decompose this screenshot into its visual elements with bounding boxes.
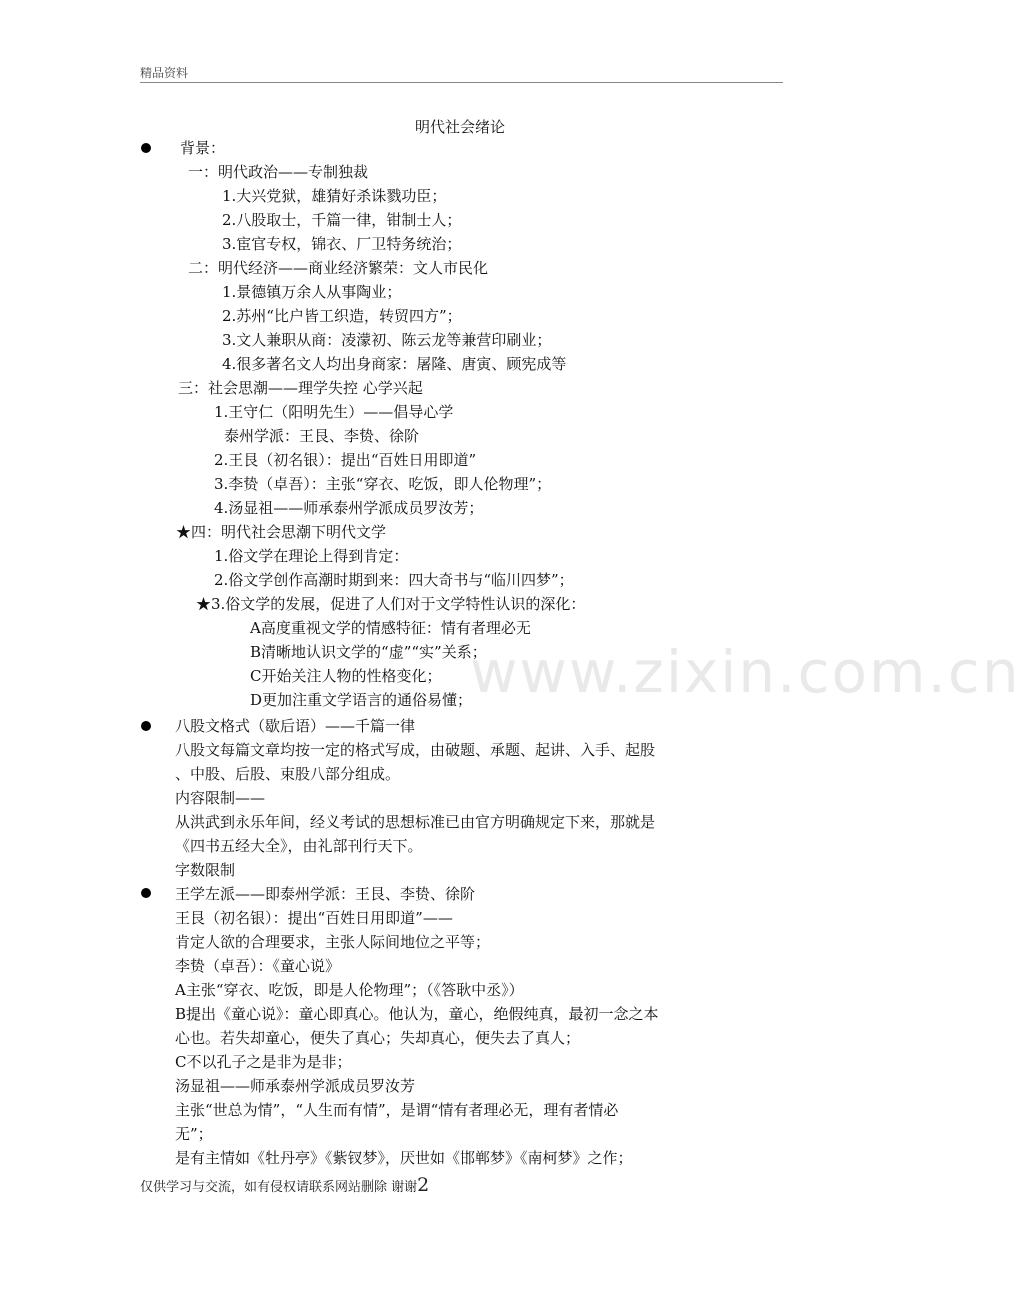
line-item: 2.王艮（初名银）：提出“百姓日用即道” [214,451,477,469]
line-background: 背景： [180,139,226,157]
line-text: 汤显祖——师承泰州学派成员罗汝芳 [175,1077,416,1095]
line-item: 4.很多著名文人均出身商家：屠隆、唐寅、顾宪成等 [222,355,567,373]
line-text: 字数限制 [175,861,236,879]
line-item: 2.苏州“比户皆工织造，转贸四方”； [222,307,462,325]
line-text: 、中股、后股、束股八部分组成。 [175,765,401,783]
line-text: 八股文每篇文章均按一定的格式写成，由破题、承题、起讲、入手、起股 [175,741,656,759]
line-subitem: C开始关注人物的性格变化； [250,667,442,685]
line-subitem: D更加注重文学语言的通俗易懂； [250,691,473,709]
line-subitem: B清晰地认识文学的“虚”“实”关系； [250,643,487,661]
bullet-icon [141,143,151,153]
line-text: A主张“穿衣、吃饭，即是人伦物理”；（《答耿中丞》） [175,981,524,999]
line-text: 无”； [175,1125,213,1143]
line-item: 3.文人兼职从商：凌濛初、陈云龙等兼营印刷业； [222,331,552,349]
line-text: 内容限制—— [175,789,266,807]
line-item: 1.景德镇万余人从事陶业； [222,283,402,301]
line-text: 主张“世总为情”，“人生而有情”，是谓“情有者理必无，理有者情必 [175,1101,619,1119]
line-text: 是有主情如《牡丹亭》《紫钗梦》，厌世如《邯郸梦》《南柯梦》之作； [175,1149,633,1167]
line-text: 李贽（卓吾）：《童心说》 [175,957,341,975]
line-item: 1.王守仁（阳明先生）——倡导心学 [214,403,454,421]
footer-text: 仅供学习与交流，如有侵权请联系网站删除 谢谢 [140,1180,418,1195]
line-item: 4.汤显祖——师承泰州学派成员罗汝芳； [214,499,484,517]
line-text: C不以孔子之是非为是非； [175,1053,352,1071]
line-text: 《四书五经大全》，由礼部刊行天下。 [175,837,423,855]
line-item: 1.俗文学在理论上得到肯定： [214,547,409,565]
line-item: 3.宦官专权，锦衣、厂卫特务统治； [222,235,462,253]
line-item: 3.李贽（卓吾）：主张“穿衣、吃饭，即人伦物理”； [214,475,552,493]
bullet-icon [141,888,151,898]
header-rule [140,82,783,83]
line-item: 2.俗文学创作高潮时期到来：四大奇书与“临川四梦”； [214,571,574,589]
page-number: 2 [417,1174,430,1196]
line-text: 肯定人欲的合理要求，主张人际间地位之平等； [175,933,491,951]
line-section-4: ★四：明代社会思潮下明代文学 [176,523,387,541]
header-label: 精品资料 [140,66,189,80]
line-section-3: 三：社会思潮——理学失控 心学兴起 [178,379,423,397]
line-item: 泰州学派：王艮、李贽、徐阶 [224,427,420,445]
watermark: www.zixin.com.cn [470,638,1021,706]
line-item: 1.大兴党狱，雄猜好杀诛戮功臣； [222,187,447,205]
line-heading: 八股文格式（歇后语）——千篇一律 [175,717,416,735]
line-item: ★3.俗文学的发展，促进了人们对于文学特性认识的深化： [196,595,586,613]
bullet-icon [141,721,151,731]
line-item: 2.八股取士，千篇一律，钳制士人； [222,211,462,229]
footer [140,1174,429,1196]
line-text: 心也。若失却童心，便失了真心；失却真心，便失去了真人； [175,1029,581,1047]
line-heading: 王学左派——即泰州学派：王艮、李贽、徐阶 [175,885,476,903]
line-text: B提出《童心说》：童心即真心。他认为，童心，绝假纯真，最初一念之本 [175,1005,659,1023]
line-text: 从洪武到永乐年间，经义考试的思想标准已由官方明确规定下来，那就是 [175,813,656,831]
line-section-1: 一：明代政治——专制独裁 [188,163,369,181]
line-text: 王艮（初名银）：提出“百姓日用即道”—— [175,909,453,927]
page-title: 明代社会绪论 [414,118,505,136]
line-subitem: A高度重视文学的情感特征：情有者理必无 [250,619,531,637]
line-section-2: 二：明代经济——商业经济繁荣：文人市民化 [188,259,489,277]
